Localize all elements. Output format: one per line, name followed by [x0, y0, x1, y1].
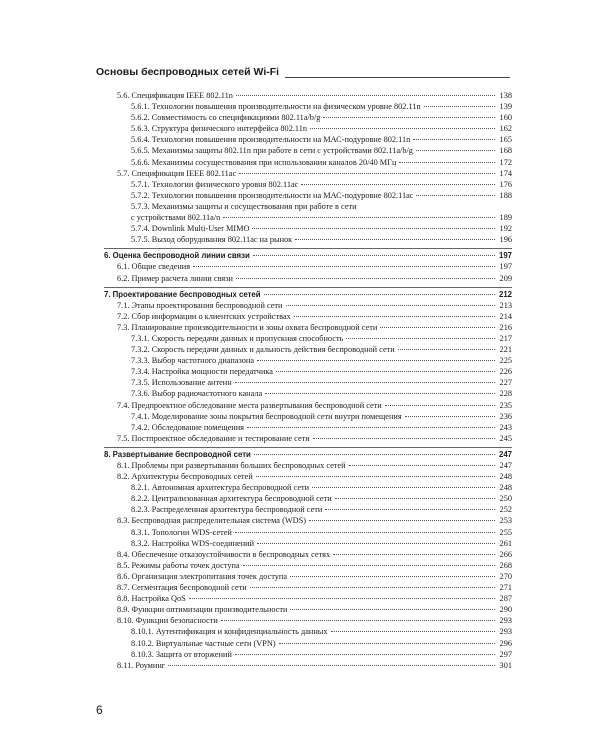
- book-title: Основы беспроводных сетей Wi-Fi: [96, 66, 280, 78]
- toc-entry: [104, 261, 512, 272]
- dot-leader: [235, 654, 495, 655]
- toc-entry-title: 7.3.4. Настройка мощности передатчика: [131, 367, 273, 377]
- dot-leader: [310, 128, 495, 129]
- dot-leader: [252, 228, 495, 229]
- toc-chapter: [104, 248, 512, 261]
- toc-entry-title: 7.3.2. Скорость передачи данных и дальность действия беспроводной сети: [131, 345, 395, 355]
- toc-entry: [104, 593, 512, 604]
- toc-entry: [104, 234, 512, 245]
- toc-page-number: 245: [499, 433, 512, 443]
- dot-leader: [223, 217, 495, 218]
- toc-page-number: 168: [499, 146, 512, 156]
- toc-entry-title: 8.3. Беспроводная распределительная система (WDS): [117, 516, 307, 526]
- toc-entry-title: 6.1. Общие сведения: [117, 262, 191, 272]
- toc-page-number: 216: [499, 322, 512, 332]
- toc-entry-title: 5.6.5. Механизмы защиты 802.11n при работе в сети с устройствами 802.11a/b/g: [131, 146, 413, 156]
- dot-leader: [346, 338, 495, 339]
- toc-entry-title: 5.6.1. Технологии повышения производительности на физическом уровне 802.11n: [131, 102, 421, 112]
- toc-entry-title: 8.8. Настройка QoS: [117, 594, 186, 604]
- toc-entry: [104, 333, 512, 344]
- toc-page-number: 247: [499, 461, 512, 470]
- toc-entry-title: 7.4.1. Моделирование зоны покрытия беспроводной сети внутри помещения: [131, 411, 402, 421]
- dot-leader: [256, 476, 495, 477]
- toc-entry: [104, 344, 512, 355]
- dot-leader: [286, 305, 495, 306]
- toc-page-number: 252: [499, 505, 512, 515]
- toc-page-number: 138: [499, 91, 512, 100]
- toc-page-number: 176: [499, 179, 512, 189]
- dot-leader: [295, 239, 495, 240]
- toc-page-number: 221: [499, 345, 512, 355]
- dot-leader: [236, 278, 495, 279]
- dot-leader: [236, 95, 495, 96]
- dot-leader: [264, 294, 495, 295]
- toc-entry: [104, 179, 512, 190]
- toc-entry-title: 7.3.3. Выбор частотного диапазона: [131, 356, 255, 366]
- dot-leader: [349, 465, 495, 466]
- toc-entry-title: 8.10. Функции безопасности: [117, 616, 218, 626]
- toc-entry: [104, 649, 512, 660]
- toc-page-number: 270: [499, 571, 512, 581]
- toc-page-number: 296: [499, 638, 512, 648]
- toc-entry: [104, 538, 512, 549]
- toc-page-number: 243: [499, 422, 512, 432]
- toc-entry-title: 8.3.2. Настройка WDS-соединений: [131, 538, 255, 548]
- toc-page-number: 209: [499, 273, 512, 283]
- toc-entry-title: 8.3.1. Топологии WDS-сетей: [131, 527, 232, 537]
- toc-entry-title: 8.2.1. Автономная архитектура беспроводной сети: [131, 483, 310, 493]
- toc-entry: [104, 112, 512, 123]
- toc-page-number: 271: [499, 583, 512, 593]
- toc-entry-title: 8.9. Функции оптимизации производительности: [117, 605, 288, 615]
- header-rule: [285, 77, 510, 78]
- dot-leader: [325, 509, 495, 510]
- toc-entry-title: 8. Развертывание беспроводной сети: [104, 449, 251, 459]
- toc-entry: [104, 212, 512, 223]
- toc-entry-title: с устройствами 802.11a/n: [131, 213, 221, 223]
- toc-entry: [104, 560, 512, 571]
- toc-entry: [104, 311, 512, 322]
- toc-entry: [104, 638, 512, 649]
- toc-entry-title: 5.7. Спецификация IEEE 802.11ac: [117, 168, 237, 178]
- toc-entry: [104, 101, 512, 112]
- toc-page-number: 139: [499, 102, 512, 112]
- toc-page-number: 174: [499, 168, 512, 178]
- toc-page-number: 268: [499, 560, 512, 570]
- toc-chapter: [104, 287, 512, 300]
- toc-entry: [104, 471, 512, 482]
- toc-page-number: 236: [499, 411, 512, 421]
- toc-entry-title: 8.2.2. Централизованная архитектура беспроводной сети: [131, 494, 332, 504]
- toc-entry-title: 7.3.1. Скорость передачи данных и пропускная способность: [131, 333, 344, 343]
- toc-entry: [104, 411, 512, 422]
- dot-leader: [331, 631, 495, 632]
- toc-page-number: 192: [499, 224, 512, 234]
- dot-leader: [301, 184, 495, 185]
- toc-entry-title: 5.6.4. Технологии повышения производительности на МАС-подуровне 802.11n: [131, 135, 411, 145]
- toc-entry: [104, 460, 512, 471]
- dot-leader: [380, 327, 495, 328]
- dot-leader: [416, 150, 495, 151]
- dot-leader: [247, 427, 495, 428]
- toc-entry-title: 7.1. Этапы проектирования беспроводной сети: [117, 300, 283, 310]
- toc-entry: [104, 660, 512, 671]
- dot-leader: [250, 587, 495, 588]
- toc-page-number: 297: [499, 649, 512, 659]
- toc-entry: [104, 549, 512, 560]
- dot-leader: [243, 565, 495, 566]
- toc-entry: [104, 493, 512, 504]
- toc-entry-title: 8.4. Обеспечение отказоустойчивости в беспроводных сетях: [117, 549, 331, 559]
- toc-page-number: 228: [499, 389, 512, 399]
- toc-entry-title: 8.2.3. Распределенная архитектура беспроводной сети: [131, 505, 323, 515]
- toc-page-number: 214: [499, 311, 512, 321]
- dot-leader: [385, 405, 495, 406]
- toc-entry-title: 8.2. Архитектуры беспроводных сетей: [117, 472, 253, 482]
- dot-leader: [265, 393, 495, 394]
- toc-entry-title: 7.5. Постпроектное обследование и тестирование сети: [117, 433, 310, 443]
- toc-entry-title: 7.4.2. Обследование помещения: [131, 422, 244, 432]
- toc-entry: [104, 90, 512, 101]
- toc-page-number: 197: [499, 262, 512, 272]
- dot-leader: [333, 554, 495, 555]
- toc-entry: [104, 123, 512, 134]
- table-of-contents: [104, 90, 512, 671]
- toc-page-number: 293: [499, 616, 512, 626]
- toc-entry: [104, 273, 512, 284]
- toc-entry: [104, 134, 512, 145]
- dot-leader: [279, 643, 495, 644]
- dot-leader: [399, 162, 495, 163]
- dot-leader: [335, 498, 495, 499]
- dot-leader: [290, 576, 495, 577]
- toc-entry: [104, 571, 512, 582]
- toc-page-number: 301: [499, 660, 512, 670]
- toc-entry-title: 7.3.5. Использование антенн: [131, 378, 232, 388]
- toc-page-number: 165: [499, 135, 512, 145]
- dot-leader: [235, 382, 495, 383]
- page-number: 6: [96, 703, 103, 717]
- dot-leader: [221, 620, 495, 621]
- toc-entry: [104, 190, 512, 201]
- toc-entry: [104, 615, 512, 626]
- toc-page-number: 293: [499, 627, 512, 637]
- toc-entry-title: 8.10.1. Аутентификация и конфиденциальность данных: [131, 627, 328, 637]
- dot-leader: [398, 349, 495, 350]
- toc-entry-title: 8.10.3. Защита от вторжений: [131, 649, 232, 659]
- toc-page-number: 189: [499, 213, 512, 223]
- toc-entry: [104, 527, 512, 538]
- toc-page-number: 225: [499, 356, 512, 366]
- toc-entry: [104, 582, 512, 593]
- toc-entry: [104, 482, 512, 493]
- toc-page-number: 197: [498, 251, 512, 261]
- toc-entry: [104, 388, 512, 399]
- dot-leader: [254, 454, 495, 455]
- toc-entry-title: 7. Проектирование беспроводных сетей: [104, 289, 261, 299]
- toc-page-number: 247: [498, 449, 512, 459]
- toc-page-number: 160: [499, 113, 512, 123]
- toc-entry: [104, 157, 512, 168]
- toc-page-number: 253: [499, 516, 512, 526]
- toc-entry-title: 6.2. Пример расчета линии связи: [117, 273, 233, 283]
- toc-entry: [104, 201, 512, 212]
- toc-page-number: 172: [499, 157, 512, 167]
- toc-page-number: 255: [499, 527, 512, 537]
- toc-page-number: 227: [499, 378, 512, 388]
- toc-page-number: 248: [499, 483, 512, 493]
- toc-entry: [104, 168, 512, 179]
- dot-leader: [313, 438, 495, 439]
- toc-entry-title: 7.2. Сбор информации о клиентских устройствах: [117, 311, 291, 321]
- toc-entry-title: 8.11. Роуминг: [117, 660, 166, 670]
- toc-entry: [104, 504, 512, 515]
- toc-page-number: 250: [499, 494, 512, 504]
- toc-entry: [104, 145, 512, 156]
- dot-leader: [168, 665, 495, 666]
- toc-entry-title: 5.7.3. Механизмы защиты и сосуществования при работе в сети: [131, 201, 357, 211]
- dot-leader: [276, 371, 495, 372]
- toc-page-number: 162: [499, 124, 512, 134]
- dot-leader: [312, 487, 495, 488]
- dot-leader: [309, 520, 495, 521]
- toc-page-number: 188: [499, 190, 512, 200]
- dot-leader: [235, 532, 495, 533]
- toc-entry: [104, 355, 512, 366]
- toc-page-number: 261: [499, 538, 512, 548]
- dot-leader: [257, 360, 495, 361]
- toc-entry-title: 8.5. Режимы работы точек доступа: [117, 560, 240, 570]
- running-header: [96, 66, 510, 82]
- toc-entry: [104, 366, 512, 377]
- dot-leader: [193, 266, 495, 267]
- toc-entry: [104, 400, 512, 411]
- dot-leader: [253, 255, 495, 256]
- toc-page-number: 287: [499, 594, 512, 604]
- toc-entry-title: 5.7.1. Технологии физического уровня 802.11ac: [131, 179, 299, 189]
- toc-page-number: 212: [498, 289, 512, 299]
- toc-page-number: 266: [499, 549, 512, 559]
- toc-entry-title: 8.7. Сегментация беспроводной сети: [117, 583, 247, 593]
- dot-leader: [416, 195, 495, 196]
- toc-page-number: 290: [499, 605, 512, 615]
- toc-entry-title: 8.6. Организация электропитания точек доступа: [117, 571, 288, 581]
- toc-entry-title: 7.3.6. Выбор радиочастотного канала: [131, 389, 263, 399]
- dot-leader: [405, 416, 495, 417]
- toc-entry: [104, 377, 512, 388]
- toc-entry: [104, 322, 512, 333]
- dot-leader: [413, 139, 495, 140]
- toc-entry-title: 5.7.2. Технологии повышения производительности на МАС-подуровне 802.11ac: [131, 190, 414, 200]
- toc-entry: [104, 626, 512, 637]
- toc-entry-title: 5.7.5. Выход оборудования 802.11ac на рынок: [131, 235, 293, 245]
- toc-entry-title: 7.3. Планирование производительности и зоны охвата беспроводной сети: [117, 322, 378, 332]
- toc-entry-title: 8.1. Проблемы при развертывании больших беспроводных сетей: [117, 461, 346, 470]
- dot-leader: [424, 106, 495, 107]
- dot-leader: [189, 598, 495, 599]
- toc-entry-title: 5.6.2. Совместимость со спецификациями 802.11a/b/g: [131, 113, 321, 123]
- dot-leader: [257, 543, 495, 544]
- toc-entry: [104, 300, 512, 311]
- toc-entry-title: 7.4. Предпроектное обследование места развертывания беспроводной сети: [117, 400, 382, 410]
- toc-entry: [104, 223, 512, 234]
- dot-leader: [294, 316, 495, 317]
- toc-page-number: 217: [499, 333, 512, 343]
- dot-leader: [323, 117, 495, 118]
- toc-page-number: 235: [499, 400, 512, 410]
- toc-entry-title: 5.7.4. Downlink Multi-User MIMO: [131, 224, 250, 234]
- toc-entry-title: 8.10.2. Виртуальные частные сети (VPN): [131, 638, 276, 648]
- dot-leader: [290, 609, 495, 610]
- toc-chapter: [104, 447, 512, 460]
- toc-entry-title: 5.6. Спецификация IEEE 802.11n: [117, 91, 233, 100]
- toc-page-number: 196: [499, 235, 512, 245]
- toc-entry: [104, 515, 512, 526]
- toc-page-number: 213: [499, 300, 512, 310]
- dot-leader: [239, 173, 495, 174]
- toc-page-number: 226: [499, 367, 512, 377]
- toc-entry: [104, 433, 512, 444]
- toc-page-number: 248: [499, 472, 512, 482]
- toc-entry: [104, 604, 512, 615]
- toc-entry: [104, 422, 512, 433]
- toc-entry-title: 5.6.3. Структура физического интерфейса 802.11n: [131, 124, 308, 134]
- toc-entry-title: 6. Оценка беспроводной линии связи: [104, 251, 250, 261]
- toc-entry-title: 5.6.6. Механизмы сосуществования при использовании каналов 20/40 МГц: [131, 157, 397, 167]
